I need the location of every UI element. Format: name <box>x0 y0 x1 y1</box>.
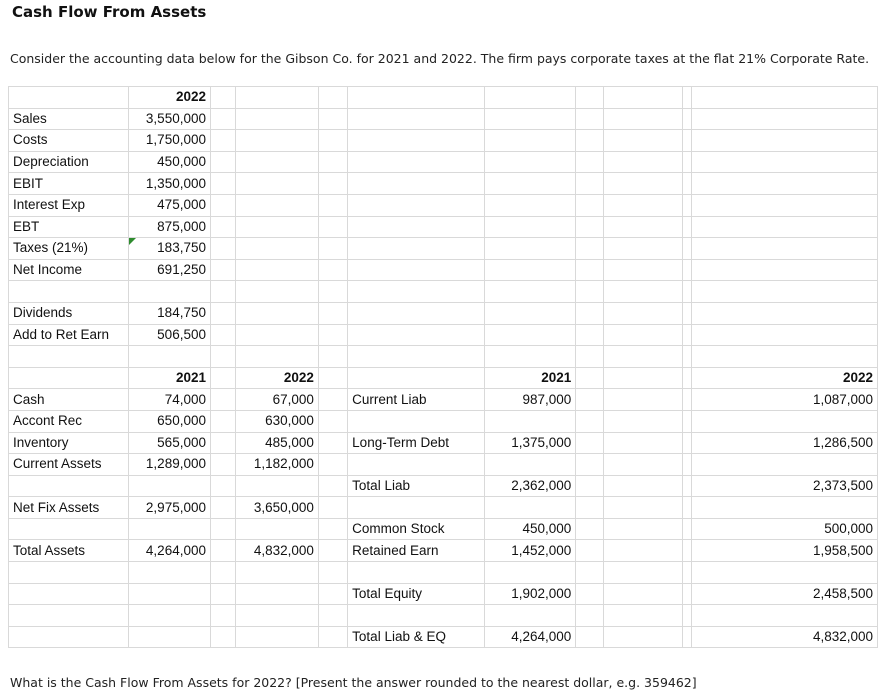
asset-2022: 1,182,000 <box>236 454 319 476</box>
liab-2021: 1,375,000 <box>485 432 576 454</box>
liab-2021: 4,264,000 <box>485 626 576 648</box>
liab-label: Total Liab & EQ <box>348 626 485 648</box>
balance-row <box>9 518 878 540</box>
income-row <box>9 238 878 260</box>
asset-year-2021: 2021 <box>129 367 211 389</box>
balance-row <box>9 432 878 454</box>
income-row <box>9 173 878 195</box>
asset-2021: 2,975,000 <box>129 497 211 519</box>
liab-label: Common Stock <box>348 518 485 540</box>
balance-row <box>9 583 878 605</box>
liab-2022: 1,087,000 <box>692 389 878 411</box>
liab-label: Current Liab <box>348 389 485 411</box>
balance-row <box>9 389 878 411</box>
income-label: Depreciation <box>9 151 129 173</box>
asset-2021: 1,289,000 <box>129 454 211 476</box>
asset-year-2022: 2022 <box>236 367 319 389</box>
income-value: 3,550,000 <box>129 108 211 130</box>
income-value: 875,000 <box>129 216 211 238</box>
asset-2022: 4,832,000 <box>236 540 319 562</box>
asset-label: Total Assets <box>9 540 129 562</box>
asset-label: Current Assets <box>9 454 129 476</box>
balance-row <box>9 497 878 519</box>
asset-2022: 67,000 <box>236 389 319 411</box>
income-row <box>9 259 878 281</box>
liab-2021: 1,452,000 <box>485 540 576 562</box>
balance-row <box>9 454 878 476</box>
income-year-header: 2022 <box>129 87 211 109</box>
asset-2021: 74,000 <box>129 389 211 411</box>
income-label: Costs <box>9 130 129 152</box>
asset-2021: 4,264,000 <box>129 540 211 562</box>
spreadsheet <box>8 86 878 648</box>
income-row <box>9 194 878 216</box>
income-value: 183,750 <box>129 238 211 260</box>
asset-label: Net Fix Assets <box>9 497 129 519</box>
liab-2021: 987,000 <box>485 389 576 411</box>
liab-2022: 1,958,500 <box>692 540 878 562</box>
income-value: 1,750,000 <box>129 130 211 152</box>
income-row <box>9 151 878 173</box>
income-label: EBIT <box>9 173 129 195</box>
asset-2022: 630,000 <box>236 410 319 432</box>
income-row <box>9 324 878 346</box>
asset-2022: 485,000 <box>236 432 319 454</box>
dividends-value: 184,750 <box>129 302 211 324</box>
intro-text: Consider the accounting data below for the Gibson Co. for 2021 and 2022. The firm pays corporate taxes at the flat 21% Corporate Rate. <box>10 51 870 66</box>
income-value: 1,350,000 <box>129 173 211 195</box>
asset-label: Inventory <box>9 432 129 454</box>
balance-row <box>9 475 878 497</box>
liab-2022: 1,286,500 <box>692 432 878 454</box>
liab-label: Total Liab <box>348 475 485 497</box>
balance-row <box>9 410 878 432</box>
question-text: What is the Cash Flow From Assets for 2022? [Present the answer rounded to the nearest dollar, e.g. 359462] <box>10 675 697 690</box>
liab-2022: 2,373,500 <box>692 475 878 497</box>
income-label: Taxes (21%) <box>9 238 129 260</box>
balance-row <box>9 626 878 648</box>
asset-2021: 565,000 <box>129 432 211 454</box>
dividends-label: Dividends <box>9 302 129 324</box>
liab-2022: 2,458,500 <box>692 583 878 605</box>
balance-row <box>9 540 878 562</box>
add-ret-value: 506,500 <box>129 324 211 346</box>
asset-2022: 3,650,000 <box>236 497 319 519</box>
income-header-row <box>9 87 878 109</box>
asset-label: Accont Rec <box>9 410 129 432</box>
liab-2021: 1,902,000 <box>485 583 576 605</box>
add-ret-label: Add to Ret Earn <box>9 324 129 346</box>
income-label: Sales <box>9 108 129 130</box>
page-title: Cash Flow From Assets <box>12 3 207 21</box>
income-label: Interest Exp <box>9 194 129 216</box>
income-row <box>9 130 878 152</box>
liab-2022: 4,832,000 <box>692 626 878 648</box>
asset-2021: 650,000 <box>129 410 211 432</box>
liab-label: Long-Term Debt <box>348 432 485 454</box>
liab-label: Total Equity <box>348 583 485 605</box>
income-row <box>9 216 878 238</box>
income-row <box>9 302 878 324</box>
income-value: 475,000 <box>129 194 211 216</box>
liab-2021: 450,000 <box>485 518 576 540</box>
income-label: EBT <box>9 216 129 238</box>
income-row <box>9 108 878 130</box>
liab-2022: 500,000 <box>692 518 878 540</box>
income-label: Net Income <box>9 259 129 281</box>
liab-label: Retained Earn <box>348 540 485 562</box>
liab-year-2022: 2022 <box>692 367 878 389</box>
income-value: 450,000 <box>129 151 211 173</box>
liab-2021: 2,362,000 <box>485 475 576 497</box>
income-value: 691,250 <box>129 259 211 281</box>
asset-label: Cash <box>9 389 129 411</box>
liab-year-2021: 2021 <box>485 367 576 389</box>
balance-header-row <box>9 367 878 389</box>
